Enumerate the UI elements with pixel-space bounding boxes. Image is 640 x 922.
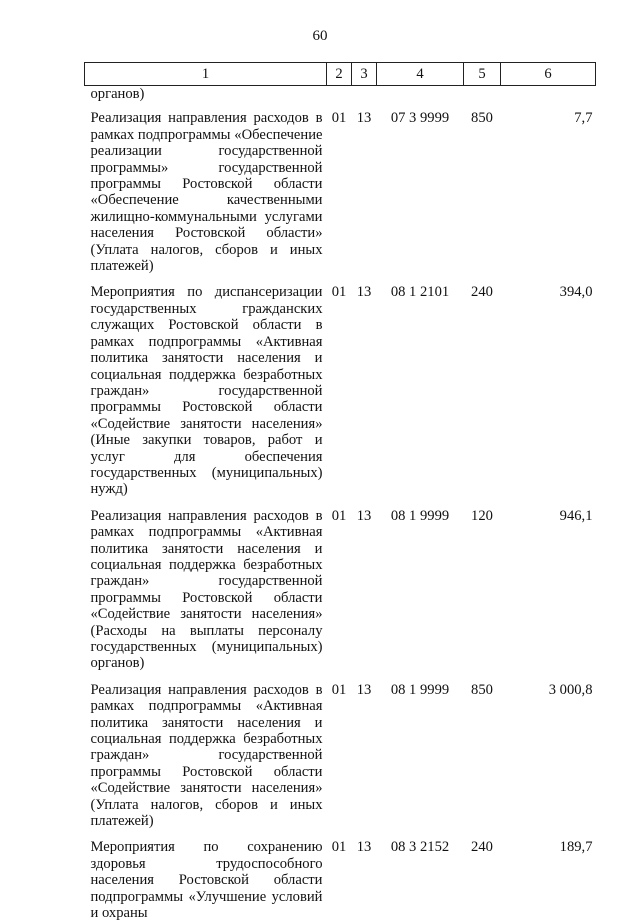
- table-header-row: [85, 63, 596, 86]
- continuation-text: органов): [90, 86, 145, 102]
- row-amount: 3 000,8: [548, 681, 593, 698]
- row-description: Мероприятия по сохранению здоровья трудоспособного населения Ростовской области подпрограммы «Улучшение условий и охраны: [90, 839, 323, 922]
- budget-table-container: [84, 62, 595, 922]
- row-target-article: 08 3 2152: [390, 839, 450, 856]
- row-section-code: 01: [331, 284, 347, 301]
- row-target-article: 08 1 9999: [390, 507, 450, 524]
- column-header: 2: [327, 63, 352, 86]
- row-target-article: 07 3 9999: [390, 110, 450, 127]
- table-row: [85, 682, 596, 840]
- row-expense-type: 850: [471, 681, 493, 698]
- row-description: Мероприятия по диспансеризации государственных гражданских служащих Ростовской области в рамках подпрограммы «Активная политика занятости населения и социальная поддержка безработных граждан» государственной программы Ростовской области «Содействие занятости населения» (Иные закупки товаров, работ и услуг для обеспечения государственных (муниципальных) нужд): [90, 284, 323, 498]
- table-row: [85, 508, 596, 682]
- row-subsection-code: 13: [356, 839, 372, 856]
- column-header: 6: [501, 63, 596, 86]
- table-row: [85, 839, 596, 921]
- table-row: [85, 110, 596, 284]
- row-description: Реализация направления расходов в рамках подпрограммы «Активная политика занятости населения и социальная поддержка безработных граждан» государственной программы Ростовской области «Содействие занятости населения» (Уплата налогов, сборов и иных платежей): [90, 681, 323, 830]
- row-subsection-code: 13: [356, 284, 372, 301]
- row-section-code: 01: [331, 507, 347, 524]
- column-header: 1: [85, 63, 327, 86]
- row-amount: 946,1: [559, 507, 593, 524]
- row-target-article: 08 1 9999: [390, 681, 450, 698]
- row-expense-type: 240: [471, 284, 493, 301]
- row-subsection-code: 13: [356, 507, 372, 524]
- row-expense-type: 120: [471, 507, 493, 524]
- column-header: 4: [377, 63, 464, 86]
- row-section-code: 01: [331, 839, 347, 856]
- row-description: Реализация направления расходов в рамках подпрограммы «Обеспечение реализации государственной программы» государственной программы Ростовской области «Обеспечение качественными жилищно-коммунальными услугами населения Ростовской области» (Уплата налогов, сборов и иных платежей): [90, 110, 323, 275]
- row-expense-type: 850: [471, 110, 493, 127]
- row-amount: 394,0: [559, 284, 593, 301]
- row-section-code: 01: [331, 681, 347, 698]
- row-section-code: 01: [331, 110, 347, 127]
- row-amount: 7,7: [574, 110, 593, 127]
- row-description: Реализация направления расходов в рамках подпрограммы «Активная политика занятости населения и социальная поддержка безработных граждан» государственной программы Ростовской области «Содействие занятости населения» (Расходы на выплаты персоналу государственных (муниципальных) органов): [90, 507, 323, 672]
- column-header: 3: [352, 63, 377, 86]
- column-header: 5: [464, 63, 501, 86]
- row-expense-type: 240: [471, 839, 493, 856]
- row-subsection-code: 13: [356, 110, 372, 127]
- row-target-article: 08 1 2101: [390, 284, 450, 301]
- budget-table: [84, 62, 596, 922]
- table-row-continuation: [85, 86, 596, 111]
- row-subsection-code: 13: [356, 681, 372, 698]
- table-row: [85, 284, 596, 507]
- row-amount: 189,7: [559, 839, 593, 856]
- page-number: 60: [312, 28, 328, 44]
